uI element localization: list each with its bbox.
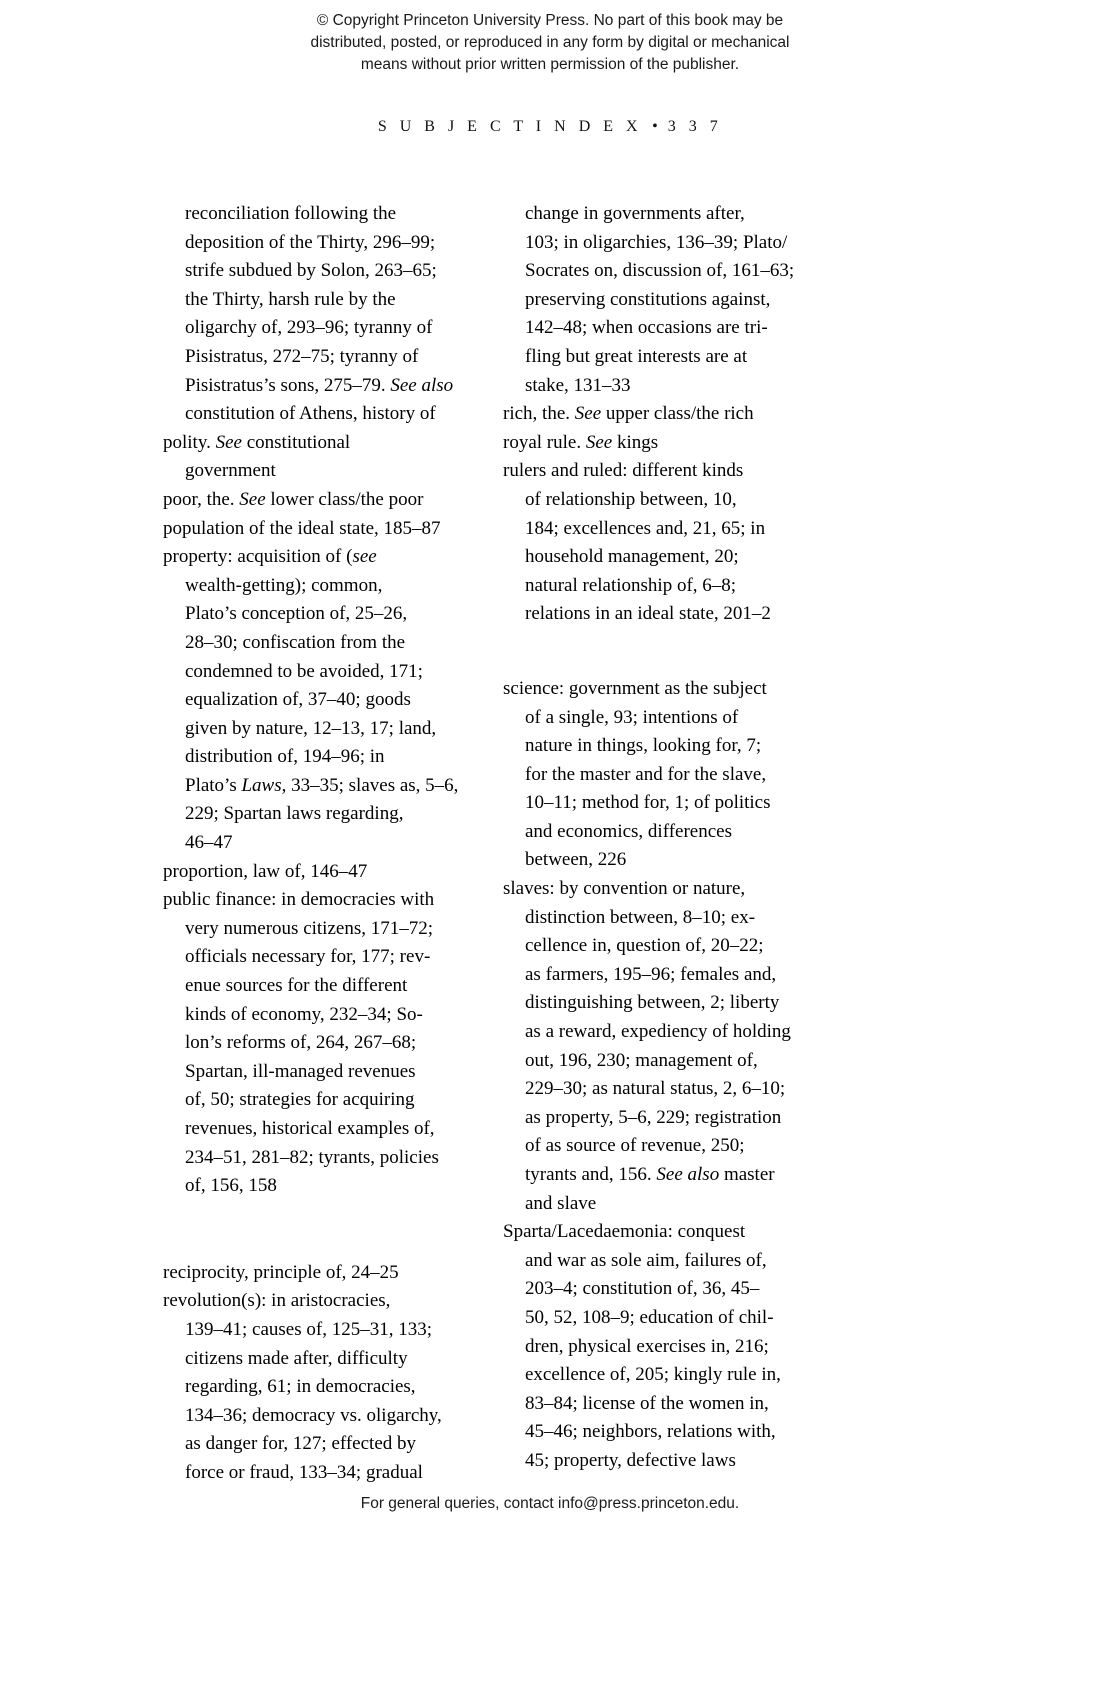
index-entry-continuation: condemned to be avoided, 171; — [185, 660, 423, 682]
index-entry: slaves: by convention or nature, — [503, 878, 746, 900]
index-entry-continuation: regarding, 61; in democracies, — [185, 1376, 416, 1398]
index-entry-continuation: 46–47 — [185, 832, 233, 854]
index-entry-continuation: 28–30; confiscation from the — [185, 631, 406, 653]
index-entry-continuation: distinction between, 8–10; ex- — [525, 906, 756, 928]
index-entry-continuation: constitution of Athens, history of — [185, 403, 436, 425]
index-entry-continuation: cellence in, question of, 20–22; — [525, 935, 764, 957]
index-entry-continuation: of as source of revenue, 250; — [525, 1135, 745, 1157]
index-entry-continuation: government — [185, 460, 276, 482]
index-entry-continuation: 83–84; license of the women in, — [525, 1392, 769, 1414]
index-entry-continuation: 50, 52, 108–9; education of chil- — [525, 1306, 774, 1328]
index-entry-continuation: and economics, differences — [525, 820, 732, 842]
index-entry-continuation: deposition of the Thirty, 296–99; — [185, 231, 436, 253]
index-entry-continuation: 10–11; method for, 1; of politics — [525, 792, 771, 814]
index-entry-continuation: 142–48; when occasions are tri- — [525, 317, 768, 339]
index-entry: science: government as the subject — [503, 677, 767, 699]
index-entry-continuation: lon’s reforms of, 264, 267–68; — [185, 1032, 417, 1054]
index-entry-continuation: of a single, 93; intentions of — [525, 706, 739, 728]
index-entry-continuation: of relationship between, 10, — [525, 488, 737, 510]
index-entry-continuation: kinds of economy, 232–34; So- — [185, 1003, 423, 1025]
copyright-notice — [0, 10, 1100, 76]
index-entry: public finance: in democracies with — [163, 889, 435, 911]
index-entry-continuation: 45–46; neighbors, relations with, — [525, 1421, 776, 1443]
index-entry-continuation: enue sources for the different — [185, 975, 408, 997]
column-gap — [163, 1201, 481, 1259]
index-entry-continuation: Spartan, ill-managed revenues — [185, 1060, 416, 1082]
index-entry-continuation: out, 196, 230; management of, — [525, 1049, 758, 1071]
page-number: 3 3 7 — [667, 118, 723, 135]
index-entry-continuation: household management, 20; — [525, 546, 739, 568]
index-entry-continuation: as farmers, 195–96; females and, — [525, 963, 777, 985]
index-entry: property: acquisition of (see — [163, 546, 377, 568]
index-entry-continuation: natural relationship of, 6–8; — [525, 574, 737, 596]
index-entry-continuation: officials necessary for, 177; rev- — [185, 946, 431, 968]
index-entry-continuation: reconciliation following the — [185, 203, 397, 224]
index-entry: reciprocity, principle of, 24–25 — [163, 1261, 399, 1283]
index-entry-continuation: 103; in oligarchies, 136–39; Plato/ — [525, 231, 788, 253]
index-entry-continuation: dren, physical exercises in, 216; — [525, 1335, 769, 1357]
index-entry-continuation: change in governments after, — [525, 203, 745, 224]
index-entry-continuation: equalization of, 37–40; goods — [185, 689, 411, 711]
footer-queries: For general queries, contact info@press.princeton.edu. — [360, 1495, 740, 1512]
index-entry-continuation: preserving constitutions against, — [525, 288, 771, 310]
index-entry-continuation: fling but great interests are at — [525, 345, 748, 367]
index-entry-continuation: tyrants and, 156. See also master — [525, 1164, 775, 1185]
index-entry-continuation: very numerous citizens, 171–72; — [185, 917, 434, 939]
index-entry-continuation: as a reward, expediency of holding — [525, 1021, 791, 1043]
index-entry: polity. See constitutional — [163, 431, 351, 453]
index-entry-continuation: and war as sole aim, failures of, — [525, 1249, 767, 1271]
index-entry-continuation: citizens made after, difficulty — [185, 1347, 408, 1369]
index-entry-continuation: Pisistratus, 272–75; tyranny of — [185, 345, 419, 367]
index-entry-continuation: 229; Spartan laws regarding, — [185, 803, 404, 825]
index-entry-continuation: Plato’s conception of, 25–26, — [185, 603, 408, 625]
index-entry-continuation: 134–36; democracy vs. oligarchy, — [185, 1404, 442, 1426]
index-column-right — [503, 200, 825, 1476]
index-entry-continuation: nature in things, looking for, 7; — [525, 735, 762, 757]
copyright-line-2: distributed, posted, or reproduced in any form by digital or mechanical — [310, 34, 790, 51]
index-entry-continuation: 229–30; as natural status, 2, 6–10; — [525, 1078, 786, 1100]
index-entry: revolution(s): in aristocracies, — [163, 1290, 391, 1312]
index-entry-continuation: strife subdued by Solon, 263–65; — [185, 260, 437, 282]
index-entry-continuation: given by nature, 12–13, 17; land, — [185, 717, 437, 739]
index-entry-continuation: relations in an ideal state, 201–2 — [525, 603, 771, 625]
index-entry-continuation: the Thirty, harsh rule by the — [185, 288, 396, 310]
running-head-title: S U B J E C T I N D E X — [377, 118, 643, 135]
index-entry-continuation: 203–4; constitution of, 36, 45– — [525, 1278, 760, 1300]
index-entry-continuation: of, 156, 158 — [185, 1175, 277, 1197]
index-entry: rich, the. See upper class/the rich — [503, 403, 754, 425]
index-entry-continuation: as danger for, 127; effected by — [185, 1433, 417, 1455]
index-entry: population of the ideal state, 185–87 — [163, 517, 441, 539]
column-gap — [503, 629, 825, 675]
index-entry-continuation: of, 50; strategies for acquiring — [185, 1089, 415, 1111]
running-head — [0, 118, 1100, 136]
index-entry: Sparta/Lacedaemonia: conquest — [503, 1221, 746, 1243]
index-entry: rulers and ruled: different kinds — [503, 460, 744, 482]
index-entry: poor, the. See lower class/the poor — [163, 488, 424, 510]
index-entry-continuation: stake, 131–33 — [525, 374, 631, 396]
index-entry-continuation: 234–51, 281–82; tyrants, policies — [185, 1146, 439, 1168]
index-entry-continuation: excellence of, 205; kingly rule in, — [525, 1364, 781, 1386]
index-entry-continuation: 184; excellences and, 21, 65; in — [525, 517, 766, 539]
copyright-line-1: © Copyright Princeton University Press. No part of this book may be — [316, 12, 784, 29]
index-entry-continuation: distribution of, 194–96; in — [185, 746, 385, 768]
copyright-line-3: means without prior written permission of the publisher. — [360, 56, 740, 73]
index-entry: proportion, law of, 146–47 — [163, 860, 368, 882]
index-entry-continuation: wealth-getting); common, — [185, 574, 383, 596]
index-entry-continuation: revenues, historical examples of, — [185, 1118, 435, 1139]
index-entry-continuation: oligarchy of, 293–96; tyranny of — [185, 317, 433, 339]
index-entry: royal rule. See kings — [503, 431, 659, 453]
index-entry-continuation: 139–41; causes of, 125–31, 133; — [185, 1318, 432, 1340]
index-entry-continuation: Plato’s Laws, 33–35; slaves as, 5–6, — [185, 774, 459, 796]
index-entry-continuation: Socrates on, discussion of, 161–63; — [525, 260, 795, 282]
index-entry-continuation: distinguishing between, 2; liberty — [525, 992, 780, 1014]
index-entry-continuation: force or fraud, 133–34; gradual — [185, 1461, 423, 1483]
running-head-separator: • — [652, 118, 658, 135]
index-entry-continuation: 45; property, defective laws — [525, 1449, 736, 1471]
index-entry-continuation: between, 226 — [525, 849, 627, 871]
index-column-left — [163, 200, 481, 1488]
index-entry-continuation: and slave — [525, 1192, 597, 1214]
index-entry-continuation: Pisistratus’s sons, 275–79. See also — [185, 374, 454, 396]
index-entry-continuation: for the master and for the slave, — [525, 763, 767, 785]
index-entry-continuation: as property, 5–6, 229; registration — [525, 1106, 782, 1128]
